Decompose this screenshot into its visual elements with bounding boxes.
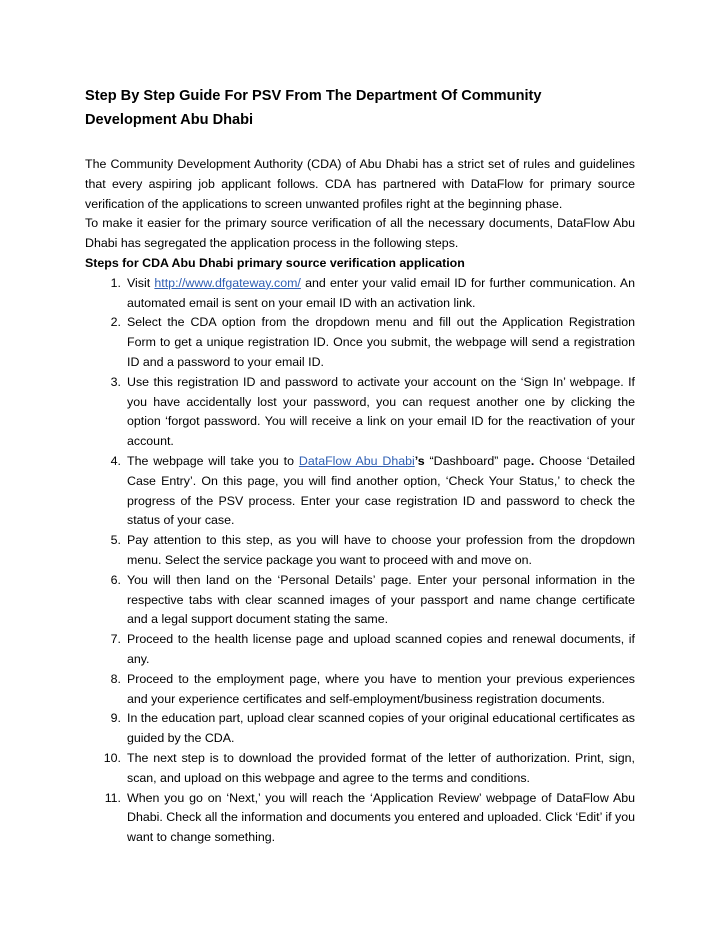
- step-text-bold: .: [530, 453, 535, 468]
- step-item: [85, 749, 635, 789]
- step-text: You will then land on the ‘Personal Details’ page. Enter your personal information in the respective tabs with clear scanned images of your passport and name change certificate and a legal support document stating the same.: [127, 572, 635, 627]
- step-item: [85, 373, 635, 452]
- document-page: [85, 84, 635, 848]
- step-item: [85, 531, 635, 571]
- intro-paragraph-1: The Community Development Authority (CDA) of Abu Dhabi has a strict set of rules and guidelines that every aspiring job applicant follows. CDA has partnered with DataFlow for primary source verification of the applications to screen unwanted profiles right at the beginning phase.: [85, 157, 635, 211]
- step-item: [85, 571, 635, 630]
- step-number: 9.: [110, 711, 121, 726]
- step-text: The webpage will take you to: [127, 453, 299, 468]
- step-text: Use this registration ID and password to activate your account on the ‘Sign In’ webpage. If you have accidentally lost your password, you can request another one by clicking the option ‘forgot password. You will receive a link on your email ID for the reactivation of your account.: [127, 374, 635, 449]
- step-number: 11.: [104, 790, 121, 805]
- step-number: 5.: [110, 533, 121, 548]
- step-text: In the education part, upload clear scanned copies of your original educational certificates as guided by the CDA.: [127, 711, 635, 746]
- step-item: [85, 274, 635, 314]
- step-text-bold: ’s: [414, 453, 425, 468]
- step-item: [85, 452, 635, 531]
- step-item: [85, 630, 635, 670]
- steps-list: [85, 274, 635, 848]
- intro-paragraph-2: To make it easier for the primary source verification of all the necessary documents, DataFlow Abu Dhabi has segregated the application process in the following steps.: [85, 216, 635, 251]
- step-item: [85, 709, 635, 749]
- step-number: 2.: [110, 315, 121, 330]
- page-title: Step By Step Guide For PSV From The Department Of Community Development Abu Dhabi: [85, 88, 542, 128]
- step-text: Choose ‘Detailed Case Entry’. On this page, you will find another option, ‘Check Your Status,’ to check the progress of the PSV process. Enter your case registration ID and password to check the status of your case.: [127, 453, 635, 528]
- step-number: 6.: [110, 572, 121, 587]
- step-text: Proceed to the employment page, where you have to mention your previous experiences and your experience certificates and self-employment/business registration documents.: [127, 671, 635, 706]
- step-number: 3.: [110, 374, 121, 389]
- step-text: The next step is to download the provided format of the letter of authorization. Print, sign, scan, and upload on this webpage and agree to the terms and conditions.: [127, 750, 635, 785]
- step-text: When you go on ‘Next,’ you will reach the ‘Application Review’ webpage of DataFlow Abu Dhabi. Check all the information and documents you entered and uploaded. Click ‘Edit’ if you want to change something.: [127, 790, 635, 845]
- step-number: 8.: [110, 671, 121, 686]
- step-text: Pay attention to this step, as you will have to choose your profession from the dropdown menu. Select the service package you want to proceed with and move on.: [127, 533, 635, 567]
- step-item: [85, 789, 635, 848]
- step-number: 7.: [110, 632, 121, 647]
- step-text: Select the CDA option from the dropdown menu and fill out the Application Registration Form to get a unique registration ID. Once you submit, the webpage will send a registration ID and a password to your email ID.: [127, 315, 635, 369]
- step-number: 1.: [110, 275, 121, 290]
- dfgateway-link[interactable]: http://www.dfgateway.com/: [154, 275, 301, 290]
- steps-heading: Steps for CDA Abu Dhabi primary source verification application: [85, 255, 465, 270]
- step-number: 10.: [103, 750, 121, 765]
- step-number: 4.: [110, 453, 121, 468]
- step-item: [85, 313, 635, 372]
- step-text: “Dashboard” page: [424, 453, 531, 468]
- step-text: Visit: [127, 275, 155, 290]
- step-text: Proceed to the health license page and upload scanned copies and renewal documents, if any.: [127, 632, 635, 666]
- step-item: [85, 670, 635, 710]
- step-text: and enter your valid email ID for further communication. An automated email is sent on your email ID with an activation link.: [127, 275, 635, 310]
- dataflow-abu-dhabi-link[interactable]: DataFlow Abu Dhabi: [298, 453, 415, 468]
